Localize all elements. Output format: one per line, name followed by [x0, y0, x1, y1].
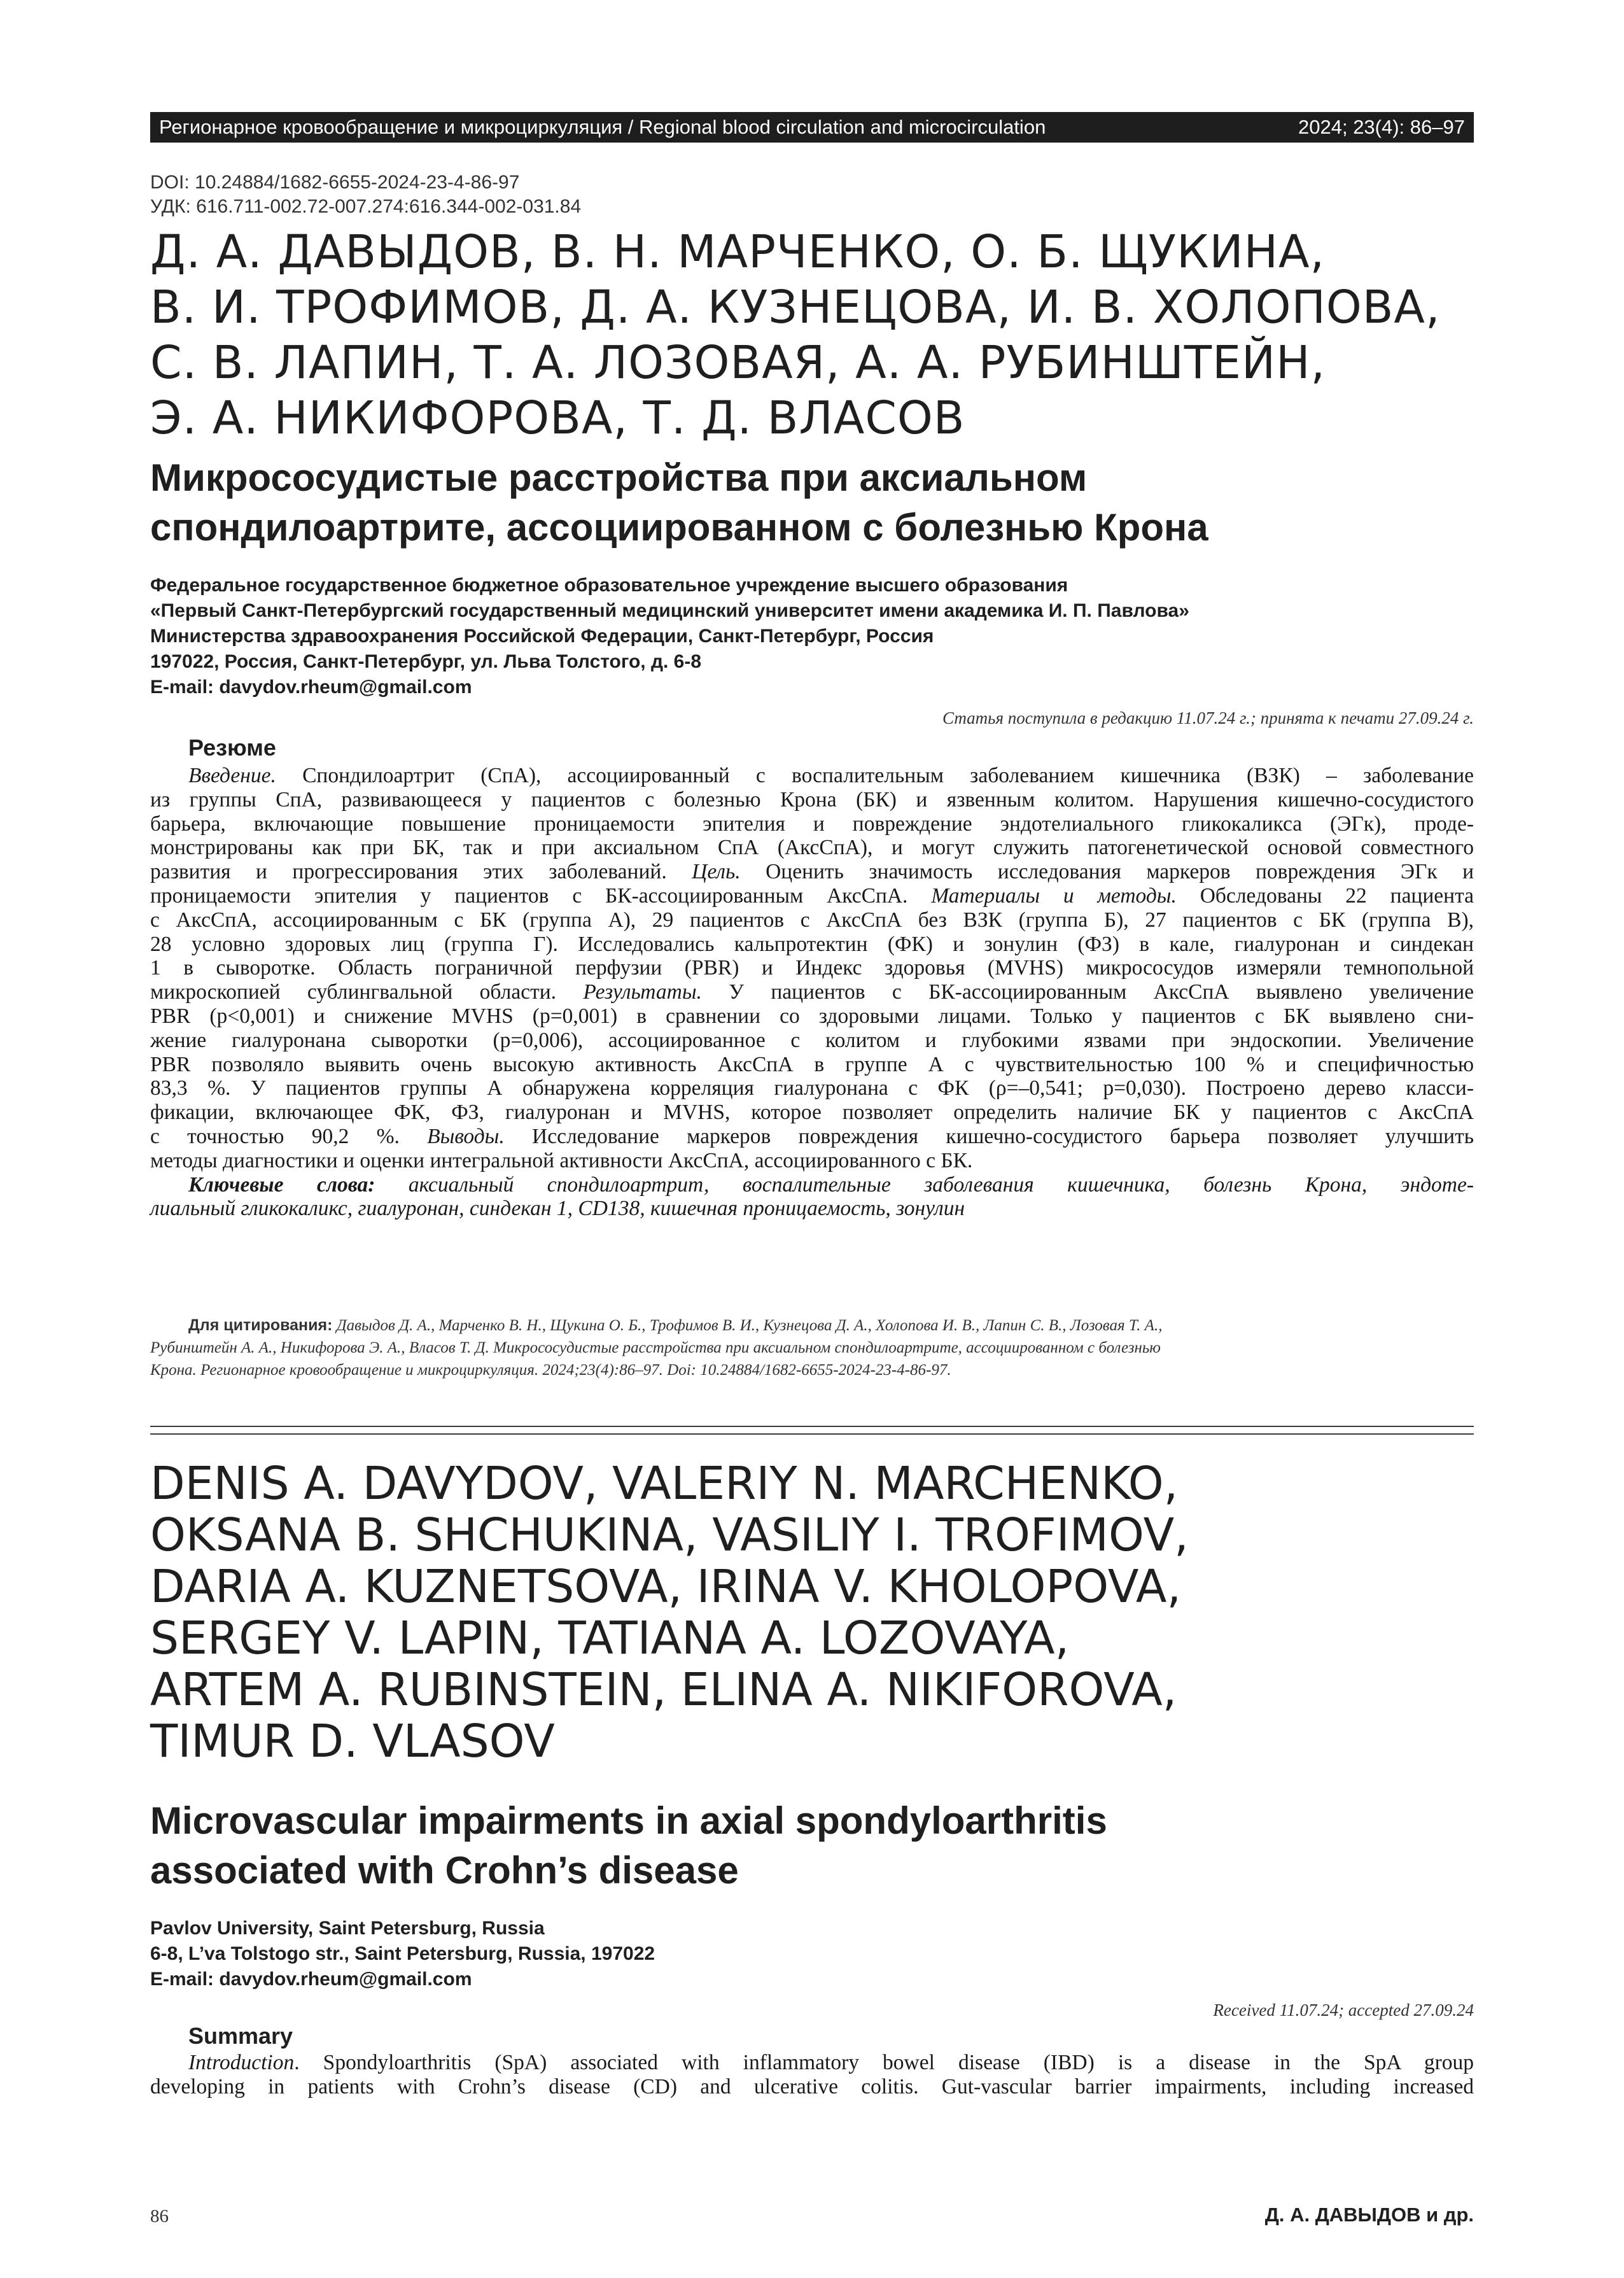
abstract-en: [150, 2051, 1474, 2099]
authors-en: [150, 1458, 1474, 1767]
citation-line[interactable]: Крона. Регионарное кровообращение и микроциркуляция. 2024;23(4):86–97. Doi: 10.24884/1682-6655-2024-23-4-86-97.: [150, 1361, 951, 1379]
abstract-text: Оценить значимость исследования маркеров повреждения ЭГк и: [740, 860, 1474, 884]
authors-en-line: OKSANA B. SHCHUKINA, VASILIY I. TROFIMOV,: [150, 1508, 1189, 1561]
doi[interactable]: DOI: 10.24884/1682-6655-2024-23-4-86-97: [150, 172, 520, 193]
authors-ru: [150, 224, 1474, 446]
abstract-line: 1 в сыворотке. Область пограничной перфузии (PBR) и Индекс здоровья (MVHS) микрососудов измеряли темнопольной: [150, 956, 1474, 980]
article-page: [150, 0, 1474, 2278]
title-ru-line: Микрососудистые расстройства при аксиальном: [150, 456, 1088, 499]
received-date-ru: Статья поступила в редакцию 11.07.24 г.; принята к печати 27.09.24 г.: [942, 708, 1474, 728]
page-number: 86: [150, 2206, 169, 2226]
abstract-line: 83,3 %. У пациентов группы А обнаружена корреляция гиалуронана с ФК (ρ=–0,541; p=0,030). Построено дерево класси-: [150, 1076, 1474, 1100]
abstract-line: [150, 1125, 1474, 1149]
abstract-text: микроскопией сублингвальной области.: [150, 980, 584, 1004]
abstract-text: проницаемости эпителия у пациентов с БК-ассоциированным АксСпА.: [150, 883, 932, 908]
citation-line: [188, 1314, 1474, 1337]
article-title-en: [150, 1796, 1474, 1895]
abstract-text: с точностью 90,2 %.: [150, 1124, 428, 1148]
running-head: Д. А. ДАВЫДОВ и др.: [1264, 2204, 1474, 2226]
journal-header-bar: [150, 112, 1474, 143]
article-title-ru: [150, 453, 1474, 552]
citation-block: [150, 1314, 1474, 1381]
affiliation-ru-line: Министерства здравоохранения Российской Федерации, Санкт-Петербург, Россия: [150, 626, 934, 647]
title-en-line: associated with Crohn’s disease: [150, 1849, 739, 1892]
affiliation-ru-line: Федеральное государственное бюджетное образовательное учреждение высшего образования: [150, 575, 1068, 596]
aim-label: Цель.: [692, 860, 741, 884]
affiliation-ru-line: «Первый Санкт-Петербургский государственный медицинский университет имени академика И. П. Павлова»: [150, 600, 1189, 621]
summary-heading-en: Summary: [188, 2023, 293, 2049]
section-divider: [150, 1433, 1474, 1435]
keywords-line: лиальный гликокаликс, гиалуронан, синдекан 1, CD138, кишечная проницаемость, зонулин: [150, 1197, 965, 1221]
abstract-line: барьера, включающие повышение проницаемости эпителия и повреждение эндотелиального гликокаликса (ЭГк), проде-: [150, 812, 1474, 836]
abstract-line: [150, 764, 1474, 788]
citation-text: Давыдов Д. А., Марченко В. Н., Щукина О. Б., Трофимов В. И., Кузнецова Д. А., Холопова И. В., Лапин С. В., Лозовая Т. А.,: [332, 1317, 1163, 1334]
abstract-text: развития и прогрессирования этих заболеваний.: [150, 860, 692, 884]
abstract-line: методы диагностики и оценки интегральной активности АксСпА, ассоциированного с БК.: [150, 1148, 973, 1172]
abstract-ru: [150, 764, 1474, 1221]
results-label: Результаты.: [583, 980, 702, 1004]
summary-heading-ru: Резюме: [188, 735, 276, 761]
journal-name[interactable]: Регионарное кровообращение и микроциркуляция / Regional blood circulation and microcirculation: [159, 116, 1046, 138]
authors-ru-line: В. И. ТРОФИМОВ, Д. А. КУЗНЕЦОВА, И. В. ХОЛОПОВА,: [150, 281, 1441, 334]
udc: УДК: 616.711-002.72-007.274:616.344-002-031.84: [150, 196, 582, 217]
authors-en-line: DARIA A. KUZNETSOVA, IRINA V. KHOLOPOVA,: [150, 1560, 1182, 1613]
authors-en-line: ARTEM A. RUBINSTEIN, ELINA A. NIKIFOROVA,: [150, 1663, 1177, 1716]
conclusions-label: Выводы.: [427, 1124, 505, 1148]
abstract-text: Спондилоартрит (СпА), ассоциированный с воспалительным заболеванием кишечника (ВЗК) – заболевание: [276, 764, 1474, 787]
abstract-line: [150, 860, 1474, 884]
abstract-line: с АксСпА, ассоциированным с БК (группа А), 29 пациентов с АксСпА без ВЗК (группа Б), 27 пациентов с БК (группа В),: [150, 908, 1474, 932]
received-date-en: Received 11.07.24; accepted 27.09.24: [1213, 2000, 1474, 2020]
affiliation-en-line: Pavlov University, Saint Petersburg, Russia: [150, 1918, 545, 1939]
citation-label: Для цитирования:: [188, 1316, 333, 1334]
email-ru[interactable]: E-mail: davydov.rheum@gmail.com: [150, 677, 472, 698]
authors-ru-line: С. В. ЛАПИН, Т. А. ЛОЗОВАЯ, А. А. РУБИНШТЕЙН,: [150, 336, 1326, 389]
affiliation-ru: [150, 573, 1474, 700]
abstract-text: У пациентов с БК-ассоциированным АксСпА выявлено увеличение: [701, 980, 1474, 1004]
title-en-line: Microvascular impairments in axial spondyloarthritis: [150, 1799, 1107, 1842]
article-identifiers: [150, 171, 581, 219]
abstract-line: жение гиалуронана сыворотки (p=0,006), ассоциированное с колитом и глубокими язвами при эндоскопии. Увеличение: [150, 1028, 1474, 1052]
keywords-label: Ключевые слова:: [188, 1172, 375, 1197]
abstract-line: [150, 884, 1474, 908]
intro-label: Введение.: [188, 764, 276, 787]
abstract-line: 28 условно здоровых лиц (группа Г). Исследовались кальпротектин (ФК) и зонулин (ФЗ) в кале, гиалуронан и синдекан: [150, 932, 1474, 956]
abstract-en-text: . Spondyloarthritis (SpA) associated with inflammatory bowel disease (IBD) is a disease in the SpA group: [294, 2051, 1474, 2074]
introduction-label: Introduction: [188, 2051, 295, 2074]
abstract-text: Исследование маркеров повреждения кишечно-сосудистого барьера позволяет улучшить: [504, 1124, 1474, 1148]
affiliation-ru-line: 197022, Россия, Санкт-Петербург, ул. Льва Толстого, д. 6-8: [150, 651, 702, 672]
abstract-en-line: [150, 2051, 1474, 2075]
section-divider: [150, 1426, 1474, 1427]
abstract-line: PBR (p<0,001) и снижение MVHS (p=0,001) в сравнении со здоровыми лицами. Только у пациентов с БК выявлено сни-: [150, 1004, 1474, 1028]
keywords-text: аксиальный спондилоартрит, воспалительные заболевания кишечника, болезнь Крона, эндоте-: [375, 1172, 1474, 1197]
authors-ru-line: Э. А. НИКИФОРОВА, Т. Д. ВЛАСОВ: [150, 391, 965, 444]
abstract-en-line: developing in patients with Crohn’s disease (CD) and ulcerative colitis. Gut-vascular barrier impairments, including increased: [150, 2074, 1474, 2099]
methods-label: Материалы и методы.: [931, 883, 1177, 908]
title-ru-line: спондилоартрите, ассоциированном с болезнью Крона: [150, 506, 1208, 549]
abstract-line: PBR позволяло выявить очень высокую активность АксСпА в группе А с чувствительностью 100 % и специфичностью: [150, 1052, 1474, 1076]
authors-en-line: DENIS A. DAVYDOV, VALERIY N. MARCHENKO,: [150, 1457, 1179, 1510]
authors-en-line: TIMUR D. VLASOV: [150, 1715, 555, 1768]
email-en[interactable]: E-mail: davydov.rheum@gmail.com: [150, 1969, 472, 1990]
abstract-line: из группы СпА, развивающееся у пациентов с болезнью Крона (БК) и язвенным колитом. Нарушения кишечно-сосудистого: [150, 787, 1474, 812]
abstract-line: [150, 980, 1474, 1004]
keywords-line: [150, 1173, 1474, 1197]
affiliation-en-line: 6-8, L’va Tolstogo str., Saint Petersburg, Russia, 197022: [150, 1943, 655, 1964]
abstract-line: монстрированы как при БК, так и при аксиальном СпА (АксСпА), и могут служить патогенетической основой совместного: [150, 836, 1474, 860]
abstract-text: Обследованы 22 пациента: [1176, 883, 1474, 908]
abstract-line: фикации, включающее ФК, ФЗ, гиалуронан и MVHS, которое позволяет определить наличие БК у пациентов с АксСпА: [150, 1100, 1474, 1125]
authors-en-line: SERGEY V. LAPIN, TATIANA A. LOZOVAYA,: [150, 1612, 1070, 1664]
affiliation-en: [150, 1916, 1474, 1992]
journal-issue: 2024; 23(4): 86–97: [1298, 116, 1465, 138]
citation-line: Рубинштейн А. А., Никифорова Э. А., Власов Т. Д. Микрососудистые расстройства при аксиальном спондилоартрите, ассоциированном с болезнью: [150, 1339, 1161, 1356]
authors-ru-line: Д. А. ДАВЫДОВ, В. Н. МАРЧЕНКО, О. Б. ЩУКИНА,: [150, 225, 1326, 278]
